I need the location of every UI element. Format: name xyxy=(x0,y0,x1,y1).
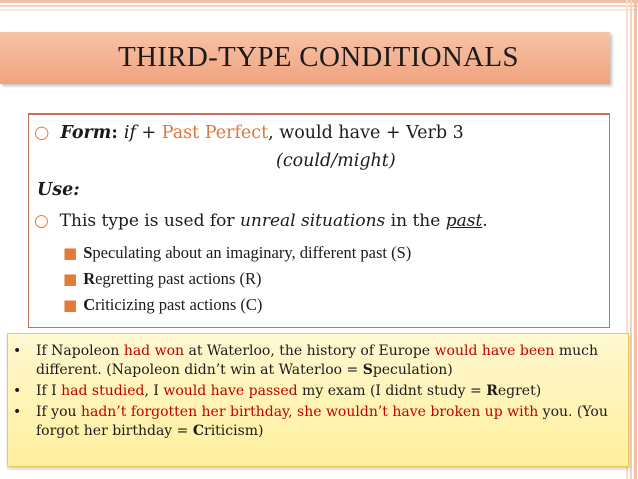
type-description-line xyxy=(34,211,488,231)
example-initial: R xyxy=(486,383,498,399)
form-label: Form xyxy=(60,123,112,143)
sub-text: riticizing past actions (C) xyxy=(95,295,263,314)
type-past: past xyxy=(445,211,483,231)
example-initial: C xyxy=(192,423,204,439)
type-mid: in the xyxy=(385,211,446,231)
example-text: much different. (Napoleon didn’t win at Waterloo = xyxy=(36,343,599,378)
type-end: . xyxy=(482,211,488,231)
sub-initial: S xyxy=(83,243,93,262)
form-rest: , would have + Verb 3 xyxy=(268,123,464,143)
example-text: my exam (I didnt study = xyxy=(297,383,487,399)
top-stripes-decoration xyxy=(0,0,638,12)
form-line xyxy=(34,123,464,143)
dot-bullet-icon: • xyxy=(13,343,22,359)
sub-initial: R xyxy=(83,269,96,288)
slide-title: THIRD-TYPE CONDITIONALS xyxy=(118,41,519,73)
example-highlight: had won xyxy=(123,343,185,359)
form-colon: : xyxy=(111,123,124,143)
example-initial: S xyxy=(362,362,373,378)
example-highlight: would have passed xyxy=(163,383,298,399)
example-highlight: had studied xyxy=(61,383,145,399)
example-text: riticism) xyxy=(204,423,264,439)
example-text: If I xyxy=(36,383,62,399)
dot-bullet-icon: • xyxy=(13,404,22,420)
example-text: at Waterloo, the history of Europe xyxy=(184,343,435,359)
sub-text: egretting past actions (R) xyxy=(95,269,262,288)
form-plus: + xyxy=(135,123,162,143)
example-text: , I xyxy=(144,383,164,399)
example-text: you. (You forgot her birthday = xyxy=(36,404,608,439)
square-bullet-icon: ■ xyxy=(63,244,78,262)
example-birthday xyxy=(8,403,620,441)
example-napoleon xyxy=(8,342,620,380)
dot-bullet-icon: • xyxy=(13,383,22,399)
examples-box xyxy=(7,333,629,467)
example-text: egret) xyxy=(497,383,542,399)
type-pre: This type is used for xyxy=(59,211,240,231)
could-might-text: (could/might) xyxy=(276,151,396,171)
sub-item-regretting xyxy=(63,269,261,289)
sub-text: peculating about an imaginary, different past (S) xyxy=(92,243,412,262)
form-past-perfect: Past Perfect xyxy=(161,123,269,143)
example-studied xyxy=(8,382,620,401)
sub-item-speculating xyxy=(63,243,411,263)
hollow-circle-bullet-icon: ○ xyxy=(34,211,49,231)
hollow-circle-bullet-icon: ○ xyxy=(34,123,50,143)
example-text: If Napoleon xyxy=(36,343,124,359)
use-label: Use: xyxy=(37,180,80,200)
type-unreal: unreal situations xyxy=(239,211,386,231)
example-text: If you xyxy=(36,404,81,420)
sub-item-criticizing xyxy=(63,295,262,315)
form-if: if xyxy=(123,123,136,143)
example-highlight: hadn’t forgotten her birthday, she wouldn’t have broken up with xyxy=(80,404,539,420)
square-bullet-icon: ■ xyxy=(63,270,78,288)
square-bullet-icon: ■ xyxy=(63,296,78,314)
example-text: peculation) xyxy=(372,362,453,378)
sub-initial: C xyxy=(83,295,96,314)
example-highlight: would have been xyxy=(434,343,555,359)
